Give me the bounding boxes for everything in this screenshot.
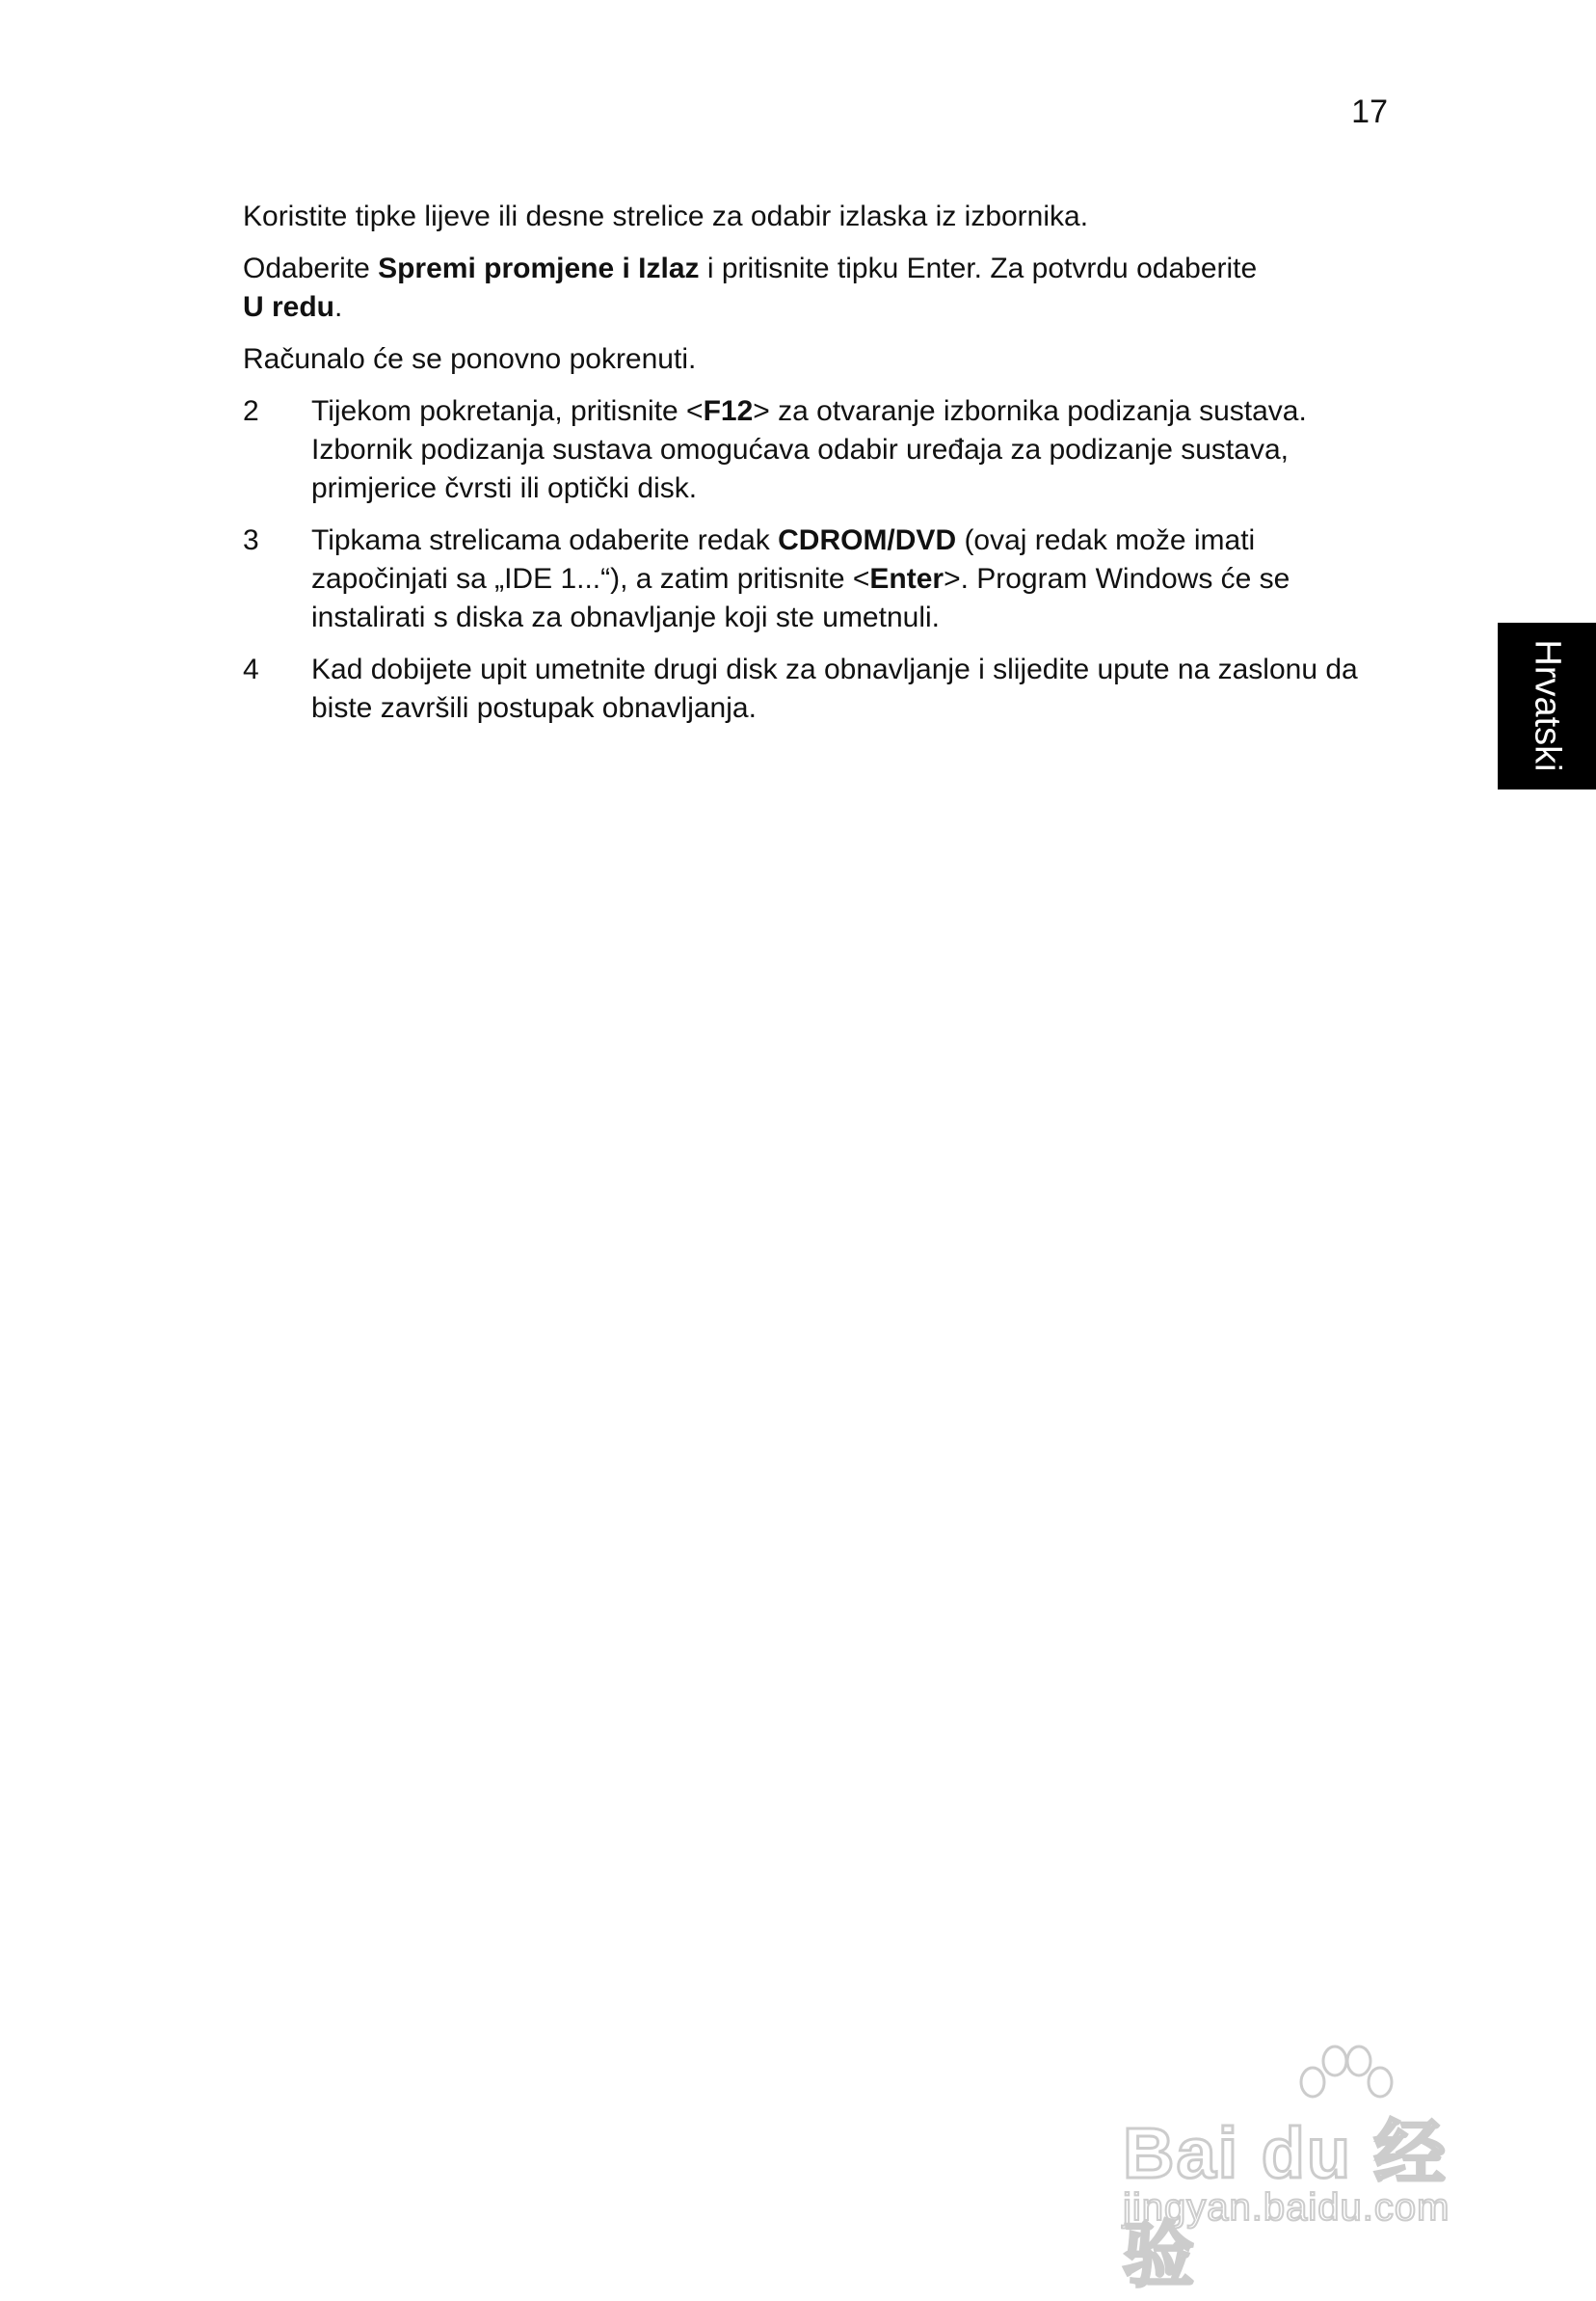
paragraph-save-changes: [243, 250, 1399, 327]
text-run: Tipkama strelicama odaberite redak: [311, 524, 779, 556]
text-run: i pritisnite tipku Enter. Za potvrdu odaberite: [699, 253, 1258, 284]
step-item: [243, 651, 1399, 728]
bold-term-f12: F12: [703, 395, 754, 427]
page-number: 17: [1351, 94, 1388, 130]
step-text: [311, 392, 1399, 508]
step-number: 4: [243, 654, 259, 685]
baidu-watermark: [1123, 2044, 1508, 2295]
text-run: (ovaj redak može imati započinjati sa „IDE 1...“), a zatim pritisnite <: [311, 524, 1256, 595]
text-run: >. Program Windows će se instalirati s diska za obnavljanje koji ste umetnuli.: [311, 563, 1290, 633]
bold-term-ok: U redu: [243, 291, 335, 323]
language-side-tab: [1498, 623, 1596, 789]
text-run: Odaberite: [243, 253, 379, 284]
watermark-logo-text: Bai du 经验: [1123, 2113, 1448, 2295]
bold-term-save-exit: Spremi promjene i Izlaz: [378, 253, 700, 284]
watermark-url: jingyan.baidu.com: [1123, 2186, 1450, 2229]
step-item: [243, 392, 1399, 508]
bold-term-enter: Enter: [869, 563, 944, 595]
step-number: 3: [243, 524, 259, 556]
paragraph-exit-menu: Koristite tipke lijeve ili desne strelice za odabir izlaska iz izbornika.: [243, 201, 1089, 232]
step-item: [243, 522, 1399, 637]
step-text: [311, 522, 1399, 637]
text-run: .: [334, 291, 343, 323]
paragraph-restart: Računalo će se ponovno pokrenuti.: [243, 343, 697, 375]
language-tab-label: Hrvatski: [1527, 639, 1568, 772]
step-number: 2: [243, 395, 259, 427]
text-run: Tijekom pokretanja, pritisnite <: [311, 395, 704, 427]
document-body: [243, 198, 1399, 741]
step-text: Kad dobijete upit umetnite drugi disk za obnavljanje i slijedite upute na zaslonu da biste završili postupak obnavljanja.: [311, 654, 1358, 724]
text-run: > za otvaranje izbornika podizanja sustava. Izbornik podizanja sustava omogućava odabir uređaja za podizanje sustava, primjerice čvrsti ili optički disk.: [311, 395, 1307, 504]
bold-term-cdrom: CDROM/DVD: [778, 524, 957, 556]
